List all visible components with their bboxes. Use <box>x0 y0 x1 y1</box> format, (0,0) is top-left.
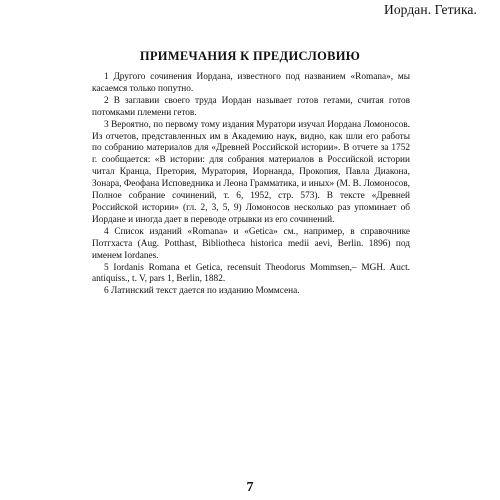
running-head: Иордан. Гетика. <box>383 2 477 17</box>
page-number: 7 <box>246 480 254 495</box>
note-3: 3 Вероятно, по первому тому издания Муратори изучал Иордана Ломоносов. Из отчетов, представленных им в Академию наук, видно, как шли его работы по собранию материалов для «Древней Российской истории». В отчете за 1752 г. сообщается: «В истории: для собрания материалов в Российской истории читал Кранца, Претория, Муратория, Иорнанда, Прокопия, Павла Диакона, Зонара, Феофана Исповедника и Леона Грамматика, и иных» (М. В. Ломоносов, Полное собрание сочинений, т. 6, 1952, стр. 573). В тексте «Древней Российской истории» (гл. 2, 3, 5, 9) Ломоносов несколько раз упоминает об Иордане и иногда дает в переводе отрывки из его сочинений. <box>92 119 410 225</box>
notes-list <box>92 72 410 298</box>
page-title: ПРИМЕЧАНИЯ К ПРЕДИСЛОВИЮ <box>139 49 361 63</box>
note-1: 1 Другого сочинения Иордана, известного под названием «Romana», мы касаемся только попутно. <box>92 72 410 94</box>
note-4: 4 Список изданий «Romana» и «Getica» см., например, в справочнике Потгхаста (Aug. Potthast, Bibliotheca historica medii aevi, Berlin. 1896) под именем Iordanes. <box>92 226 410 261</box>
note-6: 6 Латинский текст дается по изданию Моммсена. <box>104 286 300 297</box>
note-2: 2 В заглавии своего труда Иордан называет готов гетами, считая готов потомками племени гетов. <box>92 95 410 118</box>
note-5: 5 Iordanis Romana et Getica, recensuit Theodorus Mommsen,– MGH. Auct. antiquiss., t. V, pars 1, Berlin, 1882. <box>92 262 410 285</box>
